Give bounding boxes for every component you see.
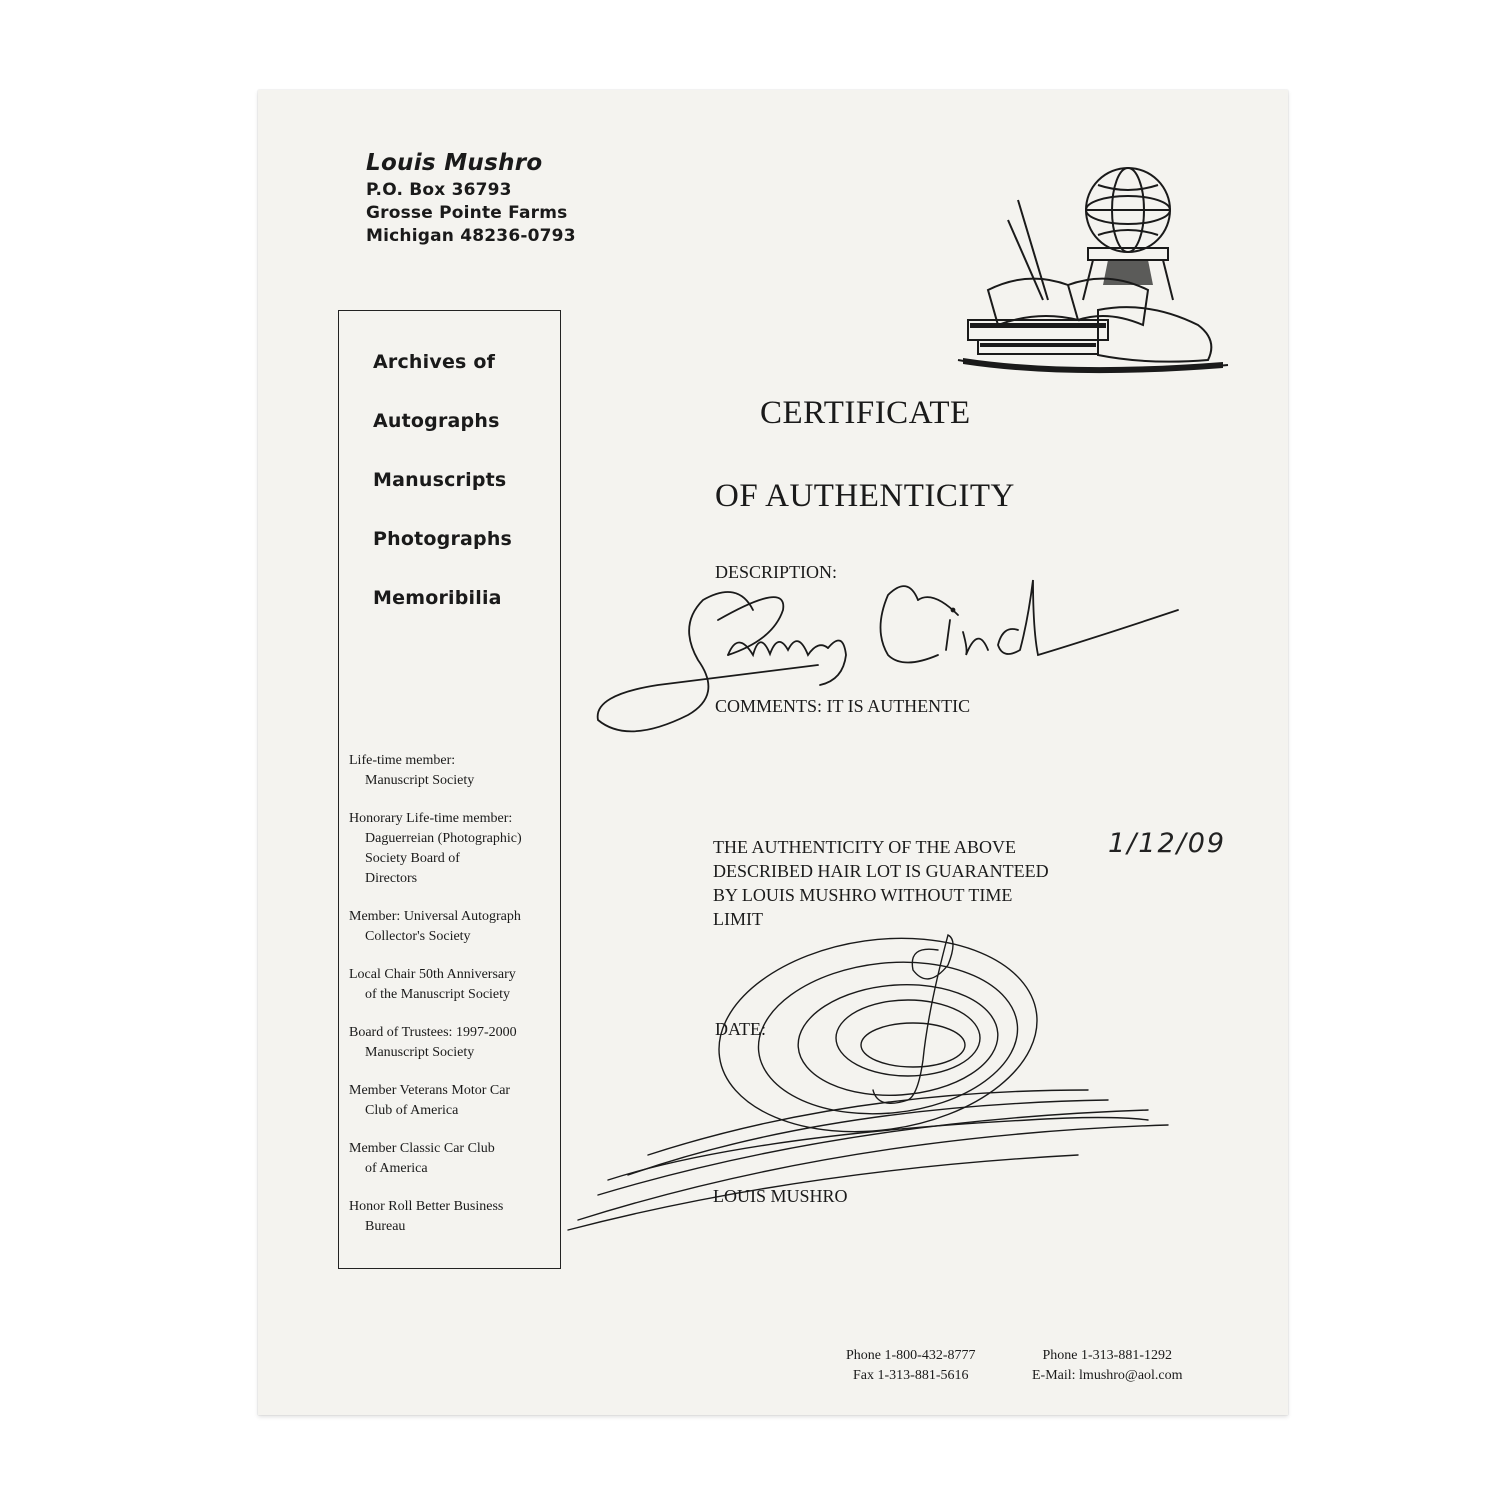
credential-line: Honor Roll Better Business bbox=[349, 1199, 504, 1214]
jenny-lind-signature-icon bbox=[588, 570, 1188, 750]
credential-line: Member: Universal Autograph bbox=[349, 909, 521, 924]
credential-line: Society Board of bbox=[365, 851, 460, 866]
contact-email: E-Mail: lmushro@aol.com bbox=[1032, 1368, 1183, 1383]
credential-item bbox=[345, 751, 559, 791]
certificate-sheet bbox=[258, 90, 1288, 1415]
credential-item bbox=[345, 1139, 559, 1179]
credential-line: Local Chair 50th Anniversary bbox=[349, 967, 516, 982]
contact-block-right bbox=[1032, 1346, 1183, 1386]
credential-line: Collector's Society bbox=[365, 929, 471, 944]
comments-line: COMMENTS: IT IS AUTHENTIC bbox=[715, 696, 971, 716]
credential-line: Member Classic Car Club bbox=[349, 1141, 495, 1156]
credential-line: Bureau bbox=[365, 1219, 406, 1234]
letterhead-address-2: Grosse Pointe Farms bbox=[366, 203, 568, 223]
credential-line: of America bbox=[365, 1161, 428, 1176]
credential-item bbox=[345, 1197, 559, 1237]
services-list bbox=[373, 351, 553, 646]
credential-line: Member Veterans Motor Car bbox=[349, 1083, 511, 1098]
globe-books-quill-icon bbox=[948, 160, 1238, 380]
credential-line: of the Manuscript Society bbox=[365, 987, 511, 1002]
letterhead-address-1: P.O. Box 36793 bbox=[366, 180, 512, 200]
signer-name: LOUIS MUSHRO bbox=[713, 1186, 848, 1206]
credential-line: Directors bbox=[365, 871, 418, 886]
credential-line: Manuscript Society bbox=[365, 773, 475, 788]
services-box bbox=[338, 310, 561, 1269]
guarantee-line: DESCRIBED HAIR LOT IS GUARANTEED bbox=[713, 861, 1049, 881]
services-item: Memoribilia bbox=[373, 587, 502, 609]
guarantee-line: BY LOUIS MUSHRO WITHOUT TIME bbox=[713, 885, 1013, 905]
contact-fax: Fax 1-313-881-5616 bbox=[853, 1368, 969, 1383]
handwritten-date: 1/12/09 bbox=[1108, 828, 1227, 859]
credential-line: Life-time member: bbox=[349, 753, 456, 768]
credentials-list bbox=[345, 751, 559, 1255]
date-label: DATE: bbox=[715, 1019, 766, 1039]
credential-line: Daguerreian (Photographic) bbox=[365, 831, 522, 846]
contact-phone-toll-free: Phone 1-800-432-8777 bbox=[846, 1348, 976, 1363]
credential-line: Manuscript Society bbox=[365, 1045, 475, 1060]
credential-line: Club of America bbox=[365, 1103, 459, 1118]
guarantee-statement bbox=[713, 835, 1049, 931]
credential-item bbox=[345, 1023, 559, 1063]
certificate-subtitle: OF AUTHENTICITY bbox=[715, 478, 1015, 514]
contact-block-left bbox=[846, 1346, 976, 1386]
contact-phone-local: Phone 1-313-881-1292 bbox=[1042, 1348, 1173, 1363]
letterhead bbox=[366, 150, 576, 249]
credential-item bbox=[345, 965, 559, 1005]
letterhead-name: Louis Mushro bbox=[366, 150, 543, 176]
guarantee-line: THE AUTHENTICITY OF THE ABOVE bbox=[713, 837, 1016, 857]
guarantee-line: LIMIT bbox=[713, 909, 763, 929]
services-item: Autographs bbox=[373, 410, 500, 432]
services-item: Photographs bbox=[373, 528, 513, 550]
credential-line: Board of Trustees: 1997-2000 bbox=[349, 1025, 517, 1040]
letterhead-address-3: Michigan 48236-0793 bbox=[366, 226, 576, 246]
description-label: DESCRIPTION: bbox=[715, 562, 838, 582]
credential-line: Honorary Life-time member: bbox=[349, 811, 513, 826]
credential-item bbox=[345, 809, 559, 889]
credential-item bbox=[345, 1081, 559, 1121]
credential-item bbox=[345, 907, 559, 947]
louis-mushro-signature-icon bbox=[548, 920, 1188, 1240]
services-item: Manuscripts bbox=[373, 469, 507, 491]
services-item: Archives of bbox=[373, 351, 496, 373]
certificate-title: CERTIFICATE bbox=[760, 395, 971, 431]
